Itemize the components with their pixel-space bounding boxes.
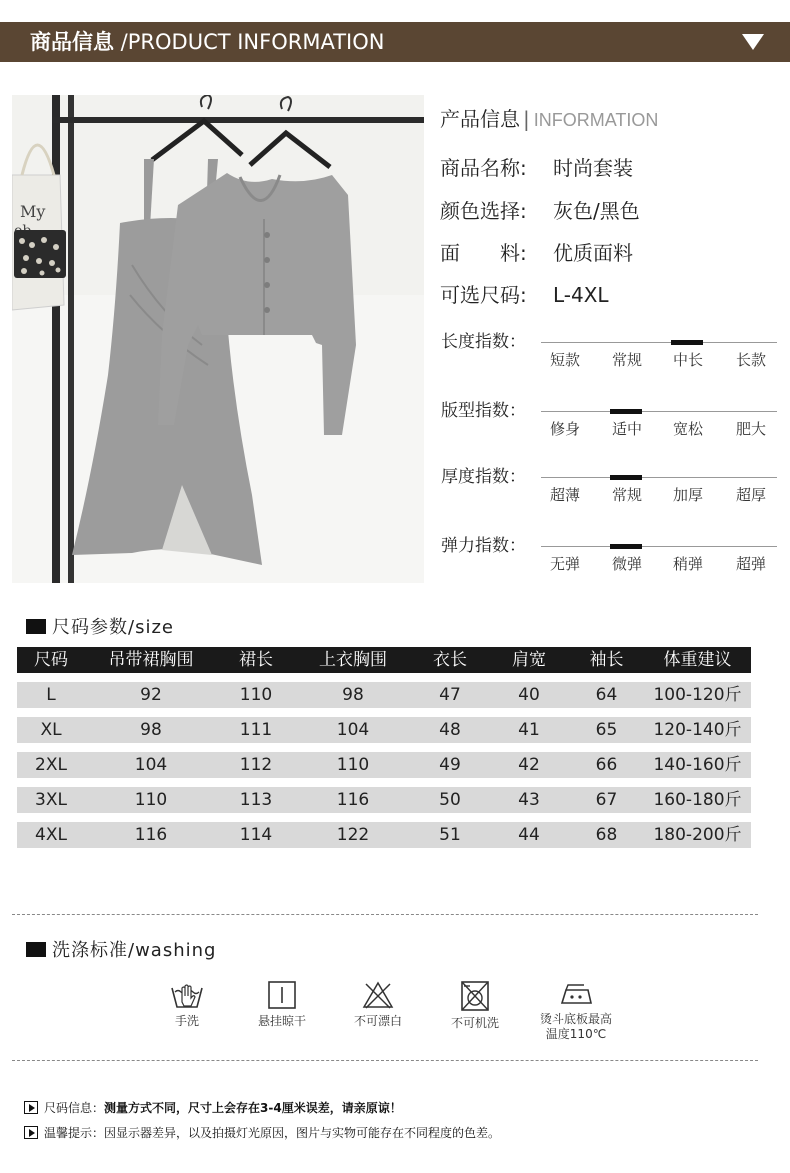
index-option: 中长	[672, 351, 703, 369]
size-table-header	[17, 647, 751, 673]
iron-icon	[558, 982, 594, 1006]
wash-label: 不可漂白	[353, 1014, 402, 1028]
header-title-en: /PRODUCT INFORMATION	[114, 30, 385, 54]
index-option: 微弹	[611, 555, 642, 573]
fit-index-label: 版型指数：	[441, 401, 526, 421]
wash-label: 悬挂晾干	[257, 1014, 306, 1028]
info-heading-cn: 产品信息	[440, 107, 520, 131]
table-cell: 180-200斤	[644, 822, 751, 848]
table-header-cell: 衣长	[411, 647, 489, 673]
table-cell: 3XL	[17, 787, 85, 813]
product-photo	[12, 95, 424, 583]
table-cell: 110	[217, 682, 295, 708]
table-cell: 41	[489, 717, 569, 743]
washing-section-title: 洗涤标准/washing	[52, 940, 217, 961]
info-value: 优质面料	[553, 241, 633, 265]
no-machine-wash-icon	[460, 980, 490, 1012]
info-label: 颜色选择:	[440, 199, 527, 223]
table-cell: 122	[295, 822, 411, 848]
table-cell: XL	[17, 717, 85, 743]
table-row	[17, 717, 751, 743]
table-cell: 40	[489, 682, 569, 708]
wash-label: 不可机洗	[450, 1016, 499, 1030]
table-row	[17, 752, 751, 778]
table-cell: 49	[411, 752, 489, 778]
length-index-marker	[671, 340, 703, 345]
index-option: 宽松	[672, 420, 703, 438]
table-cell: 104	[85, 752, 217, 778]
table-header-cell: 裙长	[217, 647, 295, 673]
fit-index-scale	[541, 411, 777, 412]
note-title: 尺码信息：	[44, 1101, 105, 1115]
table-cell: 48	[411, 717, 489, 743]
info-row-name	[440, 155, 633, 181]
thickness-index-scale	[541, 477, 777, 478]
info-label: 面 料:	[440, 241, 527, 265]
table-cell: 66	[569, 752, 644, 778]
table-cell: 140-160斤	[644, 752, 751, 778]
info-value: 时尚套装	[553, 156, 633, 180]
table-header-cell: 体重建议	[644, 647, 751, 673]
divider	[12, 914, 758, 915]
table-header-cell: 尺码	[17, 647, 85, 673]
index-option: 常规	[611, 351, 642, 369]
info-heading-separator: |	[523, 107, 530, 131]
info-label: 商品名称:	[440, 156, 527, 180]
play-arrow-icon	[24, 1126, 38, 1139]
table-cell: 98	[295, 682, 411, 708]
heading-square-icon	[26, 619, 46, 634]
info-row-color	[440, 198, 640, 224]
index-option: 超厚	[735, 486, 766, 504]
wash-item-iron	[526, 982, 626, 1042]
table-cell: 120-140斤	[644, 717, 751, 743]
section-header-bar	[0, 22, 790, 62]
table-cell: 114	[217, 822, 295, 848]
wash-label: 烫斗底板最高	[539, 1012, 612, 1026]
table-cell: 116	[295, 787, 411, 813]
table-cell: 111	[217, 717, 295, 743]
table-header-cell: 肩宽	[489, 647, 569, 673]
wash-item-hand-wash	[142, 980, 232, 1029]
header-title-cn: 商品信息	[30, 30, 114, 54]
wash-item-hang-dry	[237, 980, 327, 1029]
elasticity-index-scale	[541, 546, 777, 547]
size-table	[17, 647, 751, 848]
table-cell: 113	[217, 787, 295, 813]
note-text: 测量方式不同，尺寸上会存在3-4厘米误差，请亲原谅！	[104, 1101, 402, 1115]
table-row	[17, 822, 751, 848]
table-cell: 68	[569, 822, 644, 848]
table-cell: 43	[489, 787, 569, 813]
play-arrow-icon	[24, 1101, 38, 1114]
wash-item-no-bleach	[333, 980, 423, 1029]
wash-item-no-machine-wash	[430, 980, 520, 1031]
index-option: 修身	[549, 420, 580, 438]
info-heading-en: INFORMATION	[533, 110, 659, 130]
table-row	[17, 787, 751, 813]
thickness-index-label: 厚度指数：	[441, 467, 526, 487]
divider	[12, 1060, 758, 1061]
table-cell: 50	[411, 787, 489, 813]
info-row-size	[440, 282, 609, 308]
info-value: 灰色/黑色	[553, 199, 640, 223]
product-illustration	[12, 95, 424, 583]
fit-index-marker	[610, 409, 642, 414]
index-option: 长款	[735, 351, 766, 369]
svg-text:My: My	[20, 202, 46, 221]
size-section-title: 尺码参数/size	[52, 617, 174, 638]
table-cell: 104	[295, 717, 411, 743]
hang-dry-icon	[267, 980, 297, 1010]
table-cell: 42	[489, 752, 569, 778]
washing-section-heading	[26, 940, 216, 962]
info-heading	[440, 106, 658, 133]
info-label: 可选尺码:	[440, 283, 527, 307]
table-cell: 92	[85, 682, 217, 708]
table-cell: 67	[569, 787, 644, 813]
collapse-arrow-icon[interactable]	[742, 34, 764, 50]
table-cell: 110	[85, 787, 217, 813]
table-cell: 110	[295, 752, 411, 778]
table-cell: 65	[569, 717, 644, 743]
hand-wash-icon	[169, 980, 205, 1010]
size-section-heading	[26, 617, 174, 639]
table-cell: 98	[85, 717, 217, 743]
note-size-info	[24, 1100, 402, 1116]
index-option: 超弹	[735, 555, 766, 573]
table-cell: 2XL	[17, 752, 85, 778]
note-title: 温馨提示：	[44, 1126, 105, 1140]
header-title	[30, 28, 384, 56]
thickness-index-marker	[610, 475, 642, 480]
length-index-label: 长度指数：	[441, 332, 526, 352]
index-option: 常规	[611, 486, 642, 504]
table-cell: 47	[411, 682, 489, 708]
index-option: 肥大	[735, 420, 766, 438]
index-option: 适中	[611, 420, 642, 438]
index-option: 短款	[549, 351, 580, 369]
info-value: L-4XL	[553, 283, 609, 307]
table-row	[17, 682, 751, 708]
heading-square-icon	[26, 942, 46, 957]
table-cell: 160-180斤	[644, 787, 751, 813]
table-cell: 44	[489, 822, 569, 848]
table-cell: 112	[217, 752, 295, 778]
table-header-cell: 袖长	[569, 647, 644, 673]
elasticity-index-marker	[610, 544, 642, 549]
elasticity-index-label: 弹力指数：	[441, 536, 526, 556]
table-cell: 4XL	[17, 822, 85, 848]
table-cell: 51	[411, 822, 489, 848]
length-index-scale	[541, 342, 777, 343]
table-cell: 64	[569, 682, 644, 708]
note-warm-tip	[24, 1125, 500, 1141]
index-option: 超薄	[549, 486, 580, 504]
note-text: 因显示器差异，以及拍摄灯光原因，图片与实物可能存在不同程度的色差。	[104, 1126, 501, 1140]
table-cell: 100-120斤	[644, 682, 751, 708]
index-option: 加厚	[672, 486, 703, 504]
table-header-cell: 吊带裙胸围	[85, 647, 217, 673]
table-header-cell: 上衣胸围	[295, 647, 411, 673]
info-row-fabric	[440, 240, 633, 266]
wash-label: 手洗	[174, 1014, 199, 1028]
index-option: 无弹	[549, 555, 580, 573]
index-option: 稍弹	[672, 555, 703, 573]
table-cell: 116	[85, 822, 217, 848]
table-cell: L	[17, 682, 85, 708]
no-bleach-icon	[362, 980, 394, 1010]
wash-label-temperature: 温度110℃	[545, 1027, 607, 1041]
